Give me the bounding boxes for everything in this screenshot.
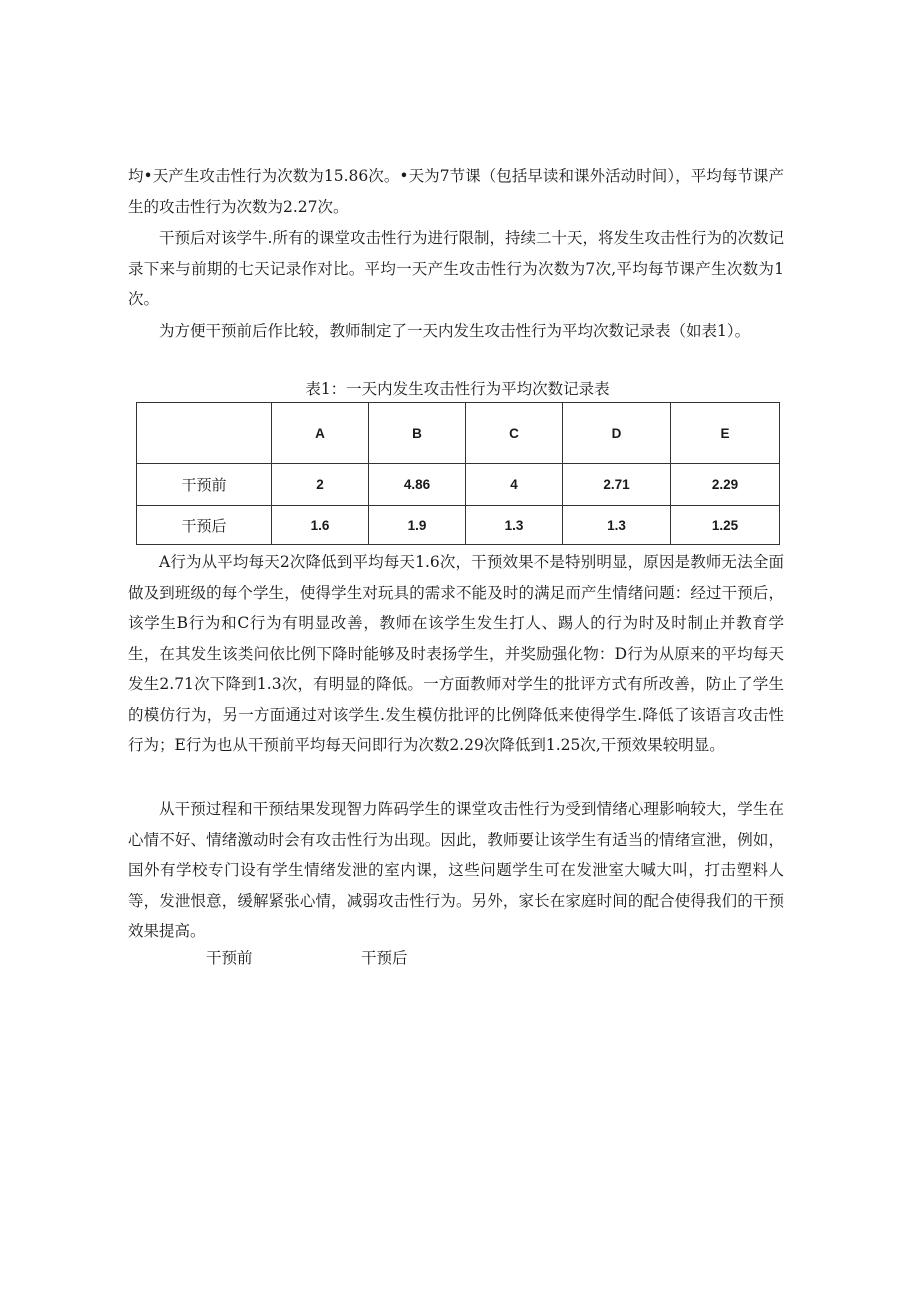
table-row bbox=[137, 464, 780, 506]
cell-before-d: 2.71 bbox=[563, 464, 671, 506]
row-label-before: 干预前 bbox=[137, 464, 272, 506]
cell-after-c: 1.3 bbox=[466, 506, 563, 545]
table-row bbox=[137, 506, 780, 545]
paragraph-1: 均•天产生攻击性行为次数为15.86次。•天为7节课（包括早读和课外活动时间），平均每节课产生的攻击性行为次数为2.27次。 bbox=[128, 167, 784, 216]
table-header-c: C bbox=[466, 403, 563, 464]
cell-before-e: 2.29 bbox=[671, 464, 780, 506]
row-label-after: 干预后 bbox=[137, 506, 272, 545]
cell-before-b: 4.86 bbox=[369, 464, 466, 506]
cell-after-b: 1.9 bbox=[369, 506, 466, 545]
table-header-d: D bbox=[563, 403, 671, 464]
table-header-e: E bbox=[671, 403, 780, 464]
table-header-a: A bbox=[272, 403, 369, 464]
paragraph-4: A行为从平均每天2次降低到平均每天1.6次，干预效果不是特别明显，原因是教师无法全面做及到班级的每个学生，使得学生对玩具的需求不能及时的满足而产生情绪问题：经过干预后，该学生B行为和C行为有明显改善，教师在该学生发生打人、踢人的行为时及时制止并教育学生，在其发生该类问依比例下降时能够及时表扬学生，并奖励强化物：D行为从原来的平均每天发生2.71次下降到1.3次，有明显的降低。一方面教师对学生的批评方式有所改善，防止了学生的模仿行为，另一方面通过对该学生.发生模仿批评的比例降低来使得学生.降低了该语言攻击性行为；E行为也从干预前平均每天问即行为次数2.29次降低到1.25次,干预效果较明显。 bbox=[128, 553, 784, 754]
cell-before-c: 4 bbox=[466, 464, 563, 506]
behavior-frequency-table bbox=[136, 402, 780, 545]
cell-before-a: 2 bbox=[272, 464, 369, 506]
cell-after-d: 1.3 bbox=[563, 506, 671, 545]
cell-after-e: 1.25 bbox=[671, 506, 780, 545]
cell-after-a: 1.6 bbox=[272, 506, 369, 545]
paragraph-3: 为方便干预前后作比较，教师制定了一天内发生攻击性行为平均次数记录表（如表1）。 bbox=[159, 322, 751, 340]
label-after-intervention: 干预后 bbox=[361, 949, 408, 967]
label-before-intervention: 干预前 bbox=[206, 949, 253, 967]
table-header-b: B bbox=[369, 403, 466, 464]
table-caption: 表1：一天内发生攻击性行为平均次数记录表 bbox=[305, 380, 610, 398]
paragraph-2: 干预后对该学牛.所有的课堂攻击性行为进行限制，持续二十天，将发生攻击性行为的次数记录下来与前期的七天记录作对比。平均一天产生攻击性行为次数为7次,平均每节课产生次数为1次。 bbox=[128, 229, 784, 308]
table-header-corner bbox=[137, 403, 272, 464]
paragraph-5: 从干预过程和干预结果发现智力阵码学生的课堂攻击性行为受到情绪心理影响较大，学生在心情不好、情绪激动时会有攻击性行为出现。因此，教师要让该学生有适当的情绪宣泄，例如，国外有学校专门设有学生情绪发泄的室内课，这些问题学生可在发泄室大喊大叫，打击塑料人等，发泄恨意，缓解紧张心情，减弱攻击性行为。另外，家长在家庭时间的配合使得我们的干预效果提高。 bbox=[128, 800, 784, 940]
table-header-row bbox=[137, 403, 780, 464]
